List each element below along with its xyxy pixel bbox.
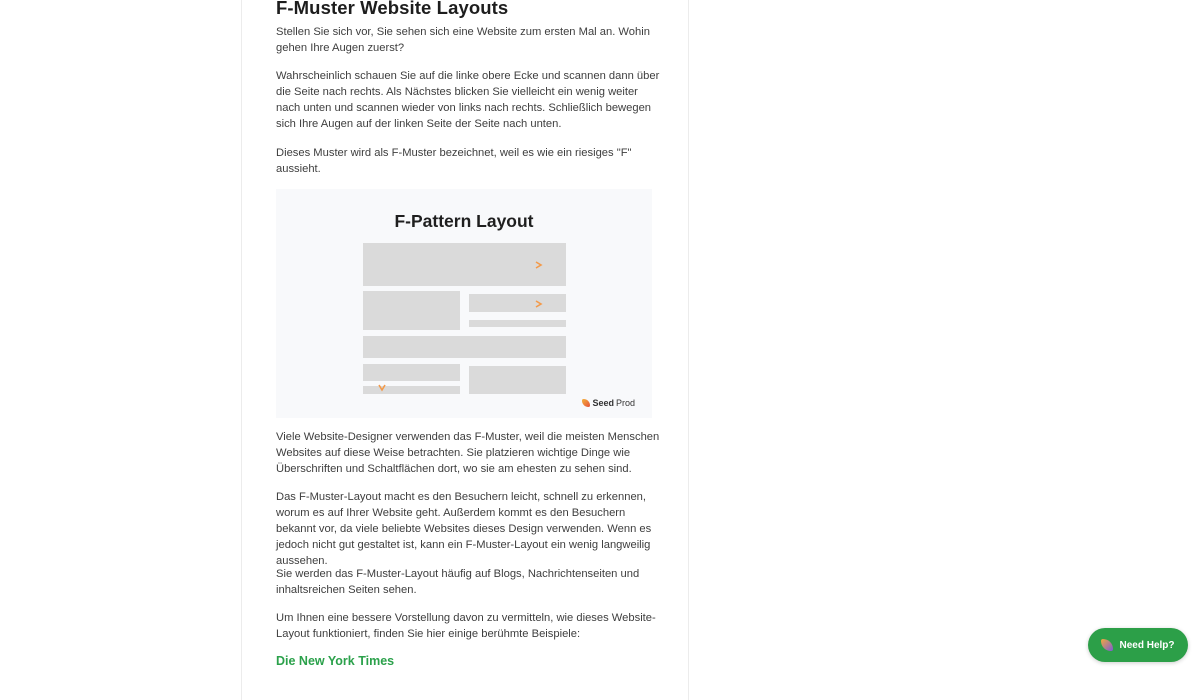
paragraph-definition: Dieses Muster wird als F-Muster bezeichnet, weil es wie ein riesiges "F" aussieht. xyxy=(276,147,632,175)
paragraph-intro: Stellen Sie sich vor, Sie sehen sich eine Website zum ersten Mal an. Wohin gehen Ihre Augen zuerst? xyxy=(276,26,650,54)
f-pattern-illustration xyxy=(276,189,652,418)
seedprod-leaf-icon xyxy=(582,399,590,407)
section-heading: F-Muster Website Layouts xyxy=(276,0,509,18)
f-arrows-icon xyxy=(276,189,652,418)
nyt-example-link[interactable]: Die New York Times xyxy=(276,654,395,668)
need-help-button[interactable] xyxy=(1088,628,1188,662)
paragraph-usage: Sie werden das F-Muster-Layout häufig auf Blogs, Nachrichtenseiten und inhaltsreichen Seiten sehen. xyxy=(276,568,640,596)
help-logo-icon xyxy=(1101,639,1113,651)
need-help-label: Need Help? xyxy=(1119,639,1175,651)
paragraph-scan: Wahrscheinlich schauen Sie auf die linke obere Ecke und scannen dann über die Seite nach rechts. Als Nächstes blicken Sie vielleicht ein wenig weiter nach unten und scannen wieder von links nach rechts. Schließlich bewegen sich Ihre Augen auf der linken Seite der Seite nach unten. xyxy=(276,70,660,130)
illustration-title: F-Pattern Layout xyxy=(394,211,534,231)
paragraph-examples-intro: Um Ihnen eine bessere Vorstellung davon zu vermitteln, wie dieses Website-Layout funktioniert, finden Sie hier einige berühmte Beispiele: xyxy=(276,612,656,640)
paragraph-designers: Viele Website-Designer verwenden das F-Muster, weil die meisten Menschen Websites auf diese Weise betrachten. Sie platzieren wichtige Dinge wie Überschriften und Schaltflächen dort, wo sie am ehesten zu sehen sind. xyxy=(276,431,660,475)
seedprod-logo: Seed Prod xyxy=(582,398,635,408)
paragraph-benefits: Das F-Muster-Layout macht es den Besuchern leicht, schnell zu erkennen, worum es auf Ihrer Website geht. Außerdem kommt es den Besuchern bekannt vor, da viele beliebte Websites dieses Design verwenden. Wenn es jedoch nicht gut gestaltet ist, kann ein F-Muster-Layout ein wenig langweilig aussehen. xyxy=(276,491,652,567)
